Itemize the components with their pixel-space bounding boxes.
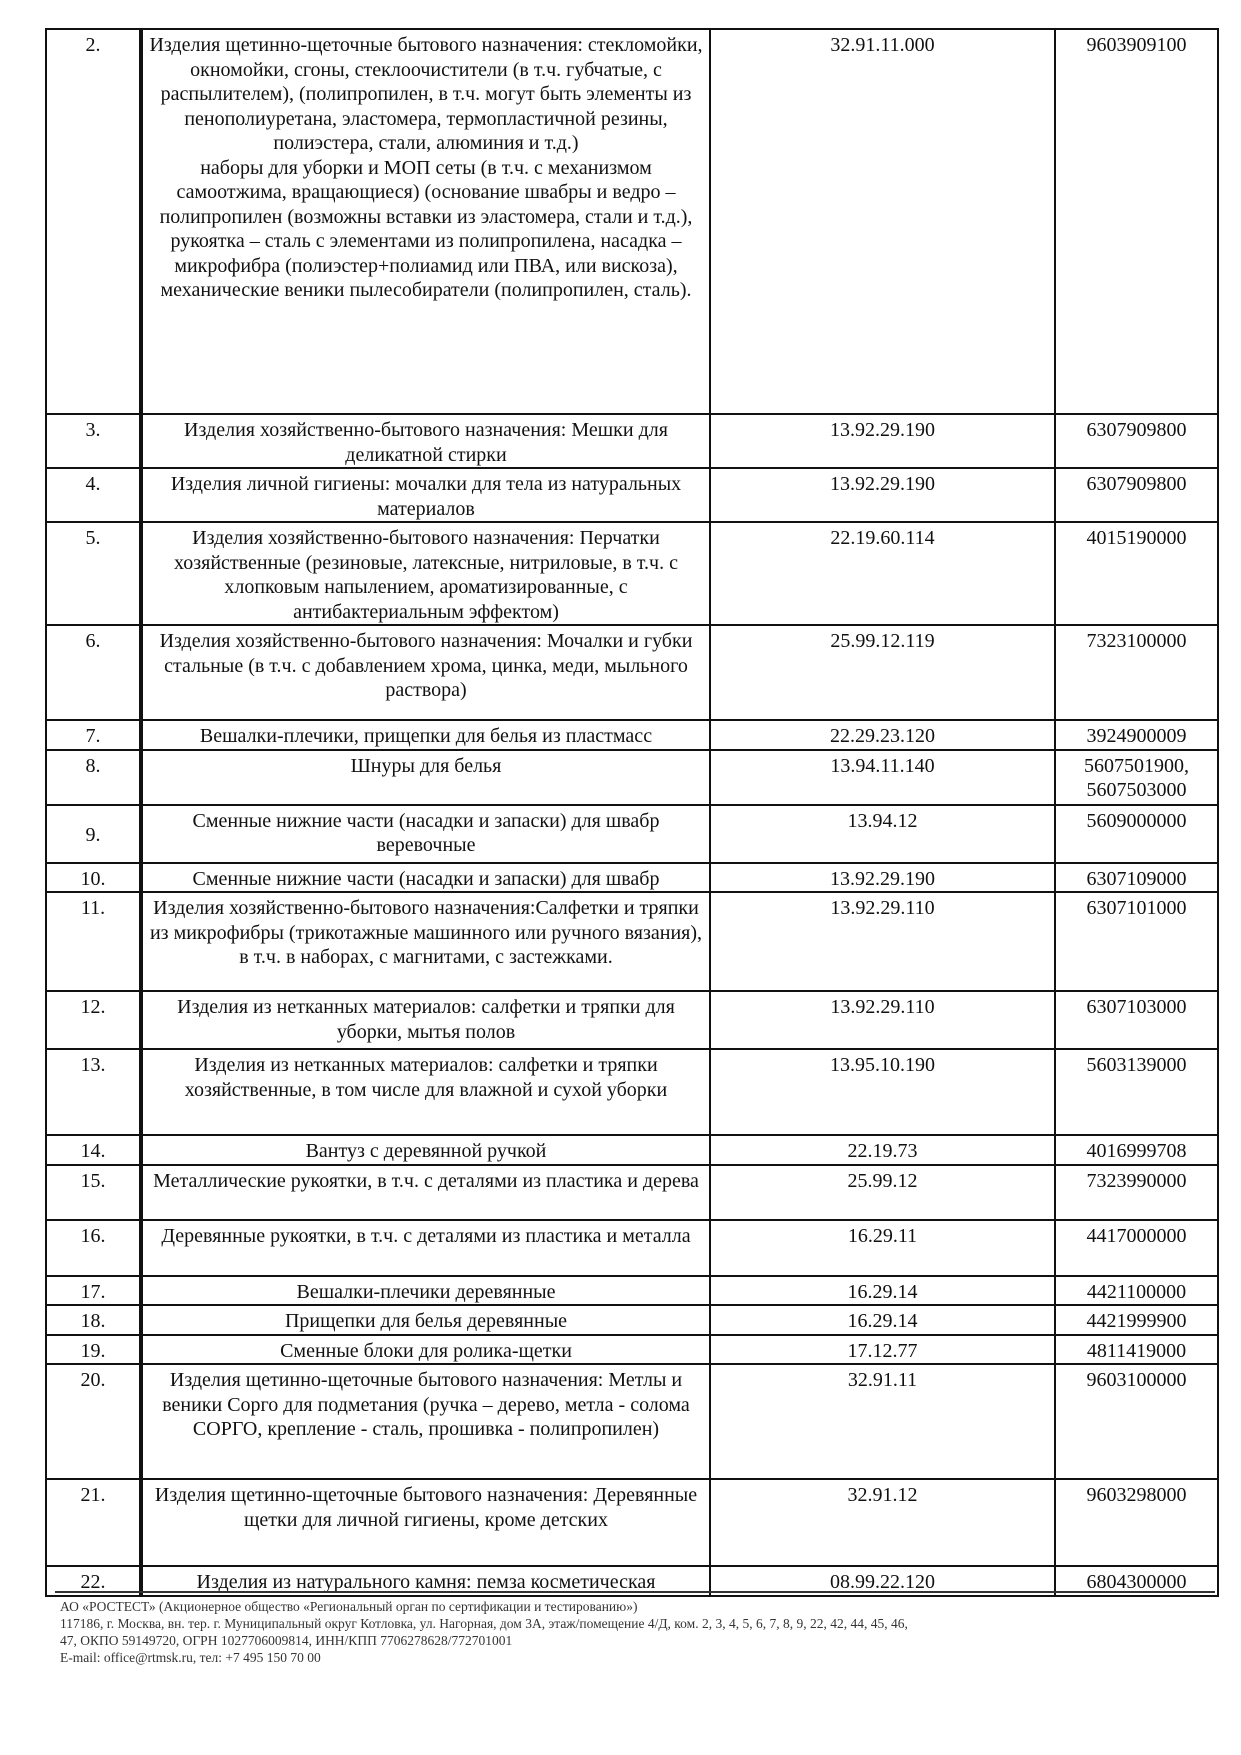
tnved-code-cell: 4417000000: [1055, 1220, 1218, 1276]
okpd2-code-cell: 13.95.10.190: [710, 1049, 1055, 1135]
row-number: 2.: [46, 29, 141, 414]
footer-registration-codes: 47, ОКПО 59149720, ОГРН 1027706009814, ИНН/КПП 7706278628/772701001: [60, 1633, 513, 1648]
row-number: 22.: [46, 1566, 141, 1596]
tnved-code-cell: 4421999900: [1055, 1305, 1218, 1335]
tnved-code-cell: 4015190000: [1055, 522, 1218, 625]
row-number: 12.: [46, 991, 141, 1049]
table-row: [46, 522, 1218, 625]
table-row: [46, 1335, 1218, 1365]
okpd2-code-cell: 16.29.14: [710, 1305, 1055, 1335]
product-name-cell: Деревянные рукоятки, в т.ч. с деталями из пластика и металла: [141, 1220, 710, 1276]
product-name-cell: Шнуры для белья: [141, 750, 710, 805]
row-number: 13.: [46, 1049, 141, 1135]
table-row: [46, 1165, 1218, 1220]
table-row: [46, 1220, 1218, 1276]
row-number: 11.: [46, 892, 141, 991]
tnved-code-cell: 6804300000: [1055, 1566, 1218, 1596]
okpd2-code-cell: 13.92.29.190: [710, 863, 1055, 893]
table-row: [46, 1276, 1218, 1306]
okpd2-code-cell: 16.29.14: [710, 1276, 1055, 1306]
table-row: [46, 892, 1218, 991]
table-row: [46, 863, 1218, 893]
tnved-code-cell: 6307109000: [1055, 863, 1218, 893]
row-number: 17.: [46, 1276, 141, 1306]
tnved-code-cell: 7323100000: [1055, 625, 1218, 720]
row-number: 14.: [46, 1135, 141, 1165]
row-number: 6.: [46, 625, 141, 720]
tnved-code-cell: 5607501900, 5607503000: [1055, 750, 1218, 805]
okpd2-code-cell: 32.91.11: [710, 1364, 1055, 1479]
okpd2-code-cell: 08.99.22.120: [710, 1566, 1055, 1596]
tnved-code-cell: 6307101000: [1055, 892, 1218, 991]
product-name-cell: Изделия хозяйственно-бытового назначения: Перчатки хозяйственные (резиновые, латексные, нитриловые, в т.ч. с хлопковым напылением, ароматизированные, с антибактериальным эффектом): [141, 522, 710, 625]
okpd2-code-cell: 22.19.73: [710, 1135, 1055, 1165]
product-name-cell: Вантуз с деревянной ручкой: [141, 1135, 710, 1165]
okpd2-code-cell: 32.91.12: [710, 1479, 1055, 1566]
okpd2-code-cell: 13.92.29.190: [710, 468, 1055, 522]
row-number: 21.: [46, 1479, 141, 1566]
product-name-cell: Прищепки для белья деревянные: [141, 1305, 710, 1335]
row-number: 10.: [46, 863, 141, 893]
product-name-cell: Изделия хозяйственно-бытового назначения: Мочалки и губки стальные (в т.ч. с добавлением хрома, цинка, меди, мыльного раствора): [141, 625, 710, 720]
okpd2-code-cell: 22.29.23.120: [710, 720, 1055, 750]
table-row: [46, 1479, 1218, 1566]
product-name-cell: Изделия хозяйственно-бытового назначения:Салфетки и тряпки из микрофибры (трикотажные машинного или ручного вязания), в т.ч. в наборах, с магнитами, с застежками.: [141, 892, 710, 991]
tnved-code-cell: 6307909800: [1055, 468, 1218, 522]
table-row: [46, 1305, 1218, 1335]
product-codes-table: [45, 28, 1219, 1597]
footer-contacts: E-mail: office@rtmsk.ru, тел: +7 495 150 70 00: [60, 1650, 321, 1665]
okpd2-code-cell: 22.19.60.114: [710, 522, 1055, 625]
row-number: 16.: [46, 1220, 141, 1276]
product-name-cell: Изделия щетинно-щеточные бытового назначения: Деревянные щетки для личной гигиены, кроме детских: [141, 1479, 710, 1566]
tnved-code-cell: 9603100000: [1055, 1364, 1218, 1479]
table-row: [46, 805, 1218, 863]
tnved-code-cell: 4811419000: [1055, 1335, 1218, 1365]
tnved-code-cell: 9603909100: [1055, 29, 1218, 414]
tnved-code-cell: 7323990000: [1055, 1165, 1218, 1220]
row-number: 7.: [46, 720, 141, 750]
table-row: [46, 29, 1218, 414]
footer-company-name: АО «РОСТЕСТ» (Акционерное общество «Региональный орган по сертификации и тестированию»): [60, 1599, 638, 1614]
product-name-cell: Изделия из натурального камня: пемза косметическая: [141, 1566, 710, 1596]
product-name-cell: Металлические рукоятки, в т.ч. с деталями из пластика и дерева: [141, 1165, 710, 1220]
product-name-cell: Изделия щетинно-щеточные бытового назначения: стекломойки, окномойки, сгоны, стеклоочистители (в т.ч. губчатые, с распылителем), (полипропилен, в т.ч. могут быть элементы из пенополиуретана, эластомера, термопластичной резины, полиэстера, стали, алюминия и т.д.) наборы для уборки и МОП сеты (в т.ч. с механизмом самоотжима, вращающиеся) (основание швабры и ведро – полипропилен (возможны вставки из эластомера, стали и т.д.), рукоятка – сталь с элементами из полипропилена, насадка – микрофибра (полиэстер+полиамид или ПВА, или вискоза), механические веники пылесобиратели (полипропилен, сталь).: [141, 29, 710, 414]
row-number: 4.: [46, 468, 141, 522]
footer-address: 117186, г. Москва, вн. тер. г. Муниципальный округ Котловка, ул. Нагорная, дом 3А, этаж/помещение 4/Д, ком. 2, 3, 4, 5, 6, 7, 8, 9, 22, 42, 44, 45, 46,: [60, 1616, 908, 1631]
table-row: [46, 468, 1218, 522]
okpd2-code-cell: 32.91.11.000: [710, 29, 1055, 414]
product-name-cell: Сменные блоки для ролика-щетки: [141, 1335, 710, 1365]
row-number: 3.: [46, 414, 141, 468]
tnved-code-cell: 6307909800: [1055, 414, 1218, 468]
row-number: 20.: [46, 1364, 141, 1479]
row-number: 8.: [46, 750, 141, 805]
okpd2-code-cell: 13.94.12: [710, 805, 1055, 863]
table-row: [46, 1364, 1218, 1479]
product-name-cell: Сменные нижние части (насадки и запаски) для швабр веревочные: [141, 805, 710, 863]
row-number: 15.: [46, 1165, 141, 1220]
okpd2-code-cell: 13.92.29.190: [710, 414, 1055, 468]
okpd2-code-cell: 13.92.29.110: [710, 892, 1055, 991]
product-name-cell: Сменные нижние части (насадки и запаски) для швабр: [141, 863, 710, 893]
okpd2-code-cell: 17.12.77: [710, 1335, 1055, 1365]
product-name-cell: Вешалки-плечики, прищепки для белья из пластмасс: [141, 720, 710, 750]
tnved-code-cell: 6307103000: [1055, 991, 1218, 1049]
product-name-cell: Изделия личной гигиены: мочалки для тела из натуральных материалов: [141, 468, 710, 522]
row-number: 19.: [46, 1335, 141, 1365]
table-row: [46, 720, 1218, 750]
okpd2-code-cell: 16.29.11: [710, 1220, 1055, 1276]
tnved-code-cell: 9603298000: [1055, 1479, 1218, 1566]
tnved-code-cell: 5603139000: [1055, 1049, 1218, 1135]
tnved-code-cell: 5609000000: [1055, 805, 1218, 863]
table-row: [46, 991, 1218, 1049]
okpd2-code-cell: 13.94.11.140: [710, 750, 1055, 805]
table-row: [46, 1049, 1218, 1135]
row-number: 9.: [46, 805, 141, 863]
table-body: [46, 29, 1218, 1596]
row-number: 5.: [46, 522, 141, 625]
okpd2-code-cell: 13.92.29.110: [710, 991, 1055, 1049]
product-name-cell: Изделия щетинно-щеточные бытового назначения: Метлы и веники Сорго для подметания (ручка – дерево, метла - солома СОРГО, крепление - сталь, прошивка - полипропилен): [141, 1364, 710, 1479]
table-row: [46, 1135, 1218, 1165]
row-number: 18.: [46, 1305, 141, 1335]
product-name-cell: Вешалки-плечики деревянные: [141, 1276, 710, 1306]
tnved-code-cell: 3924900009: [1055, 720, 1218, 750]
okpd2-code-cell: 25.99.12.119: [710, 625, 1055, 720]
table-row: [46, 414, 1218, 468]
table-row: [46, 625, 1218, 720]
product-name-cell: Изделия из нетканных материалов: салфетки и тряпки хозяйственные, в том числе для влажной и сухой уборки: [141, 1049, 710, 1135]
okpd2-code-cell: 25.99.12: [710, 1165, 1055, 1220]
page-footer: [60, 1598, 1210, 1666]
footer-divider: [55, 1591, 1215, 1593]
product-name-cell: Изделия из нетканных материалов: салфетки и тряпки для уборки, мытья полов: [141, 991, 710, 1049]
product-name-cell: Изделия хозяйственно-бытового назначения: Мешки для деликатной стирки: [141, 414, 710, 468]
tnved-code-cell: 4016999708: [1055, 1135, 1218, 1165]
tnved-code-cell: 4421100000: [1055, 1276, 1218, 1306]
table-row: [46, 750, 1218, 805]
